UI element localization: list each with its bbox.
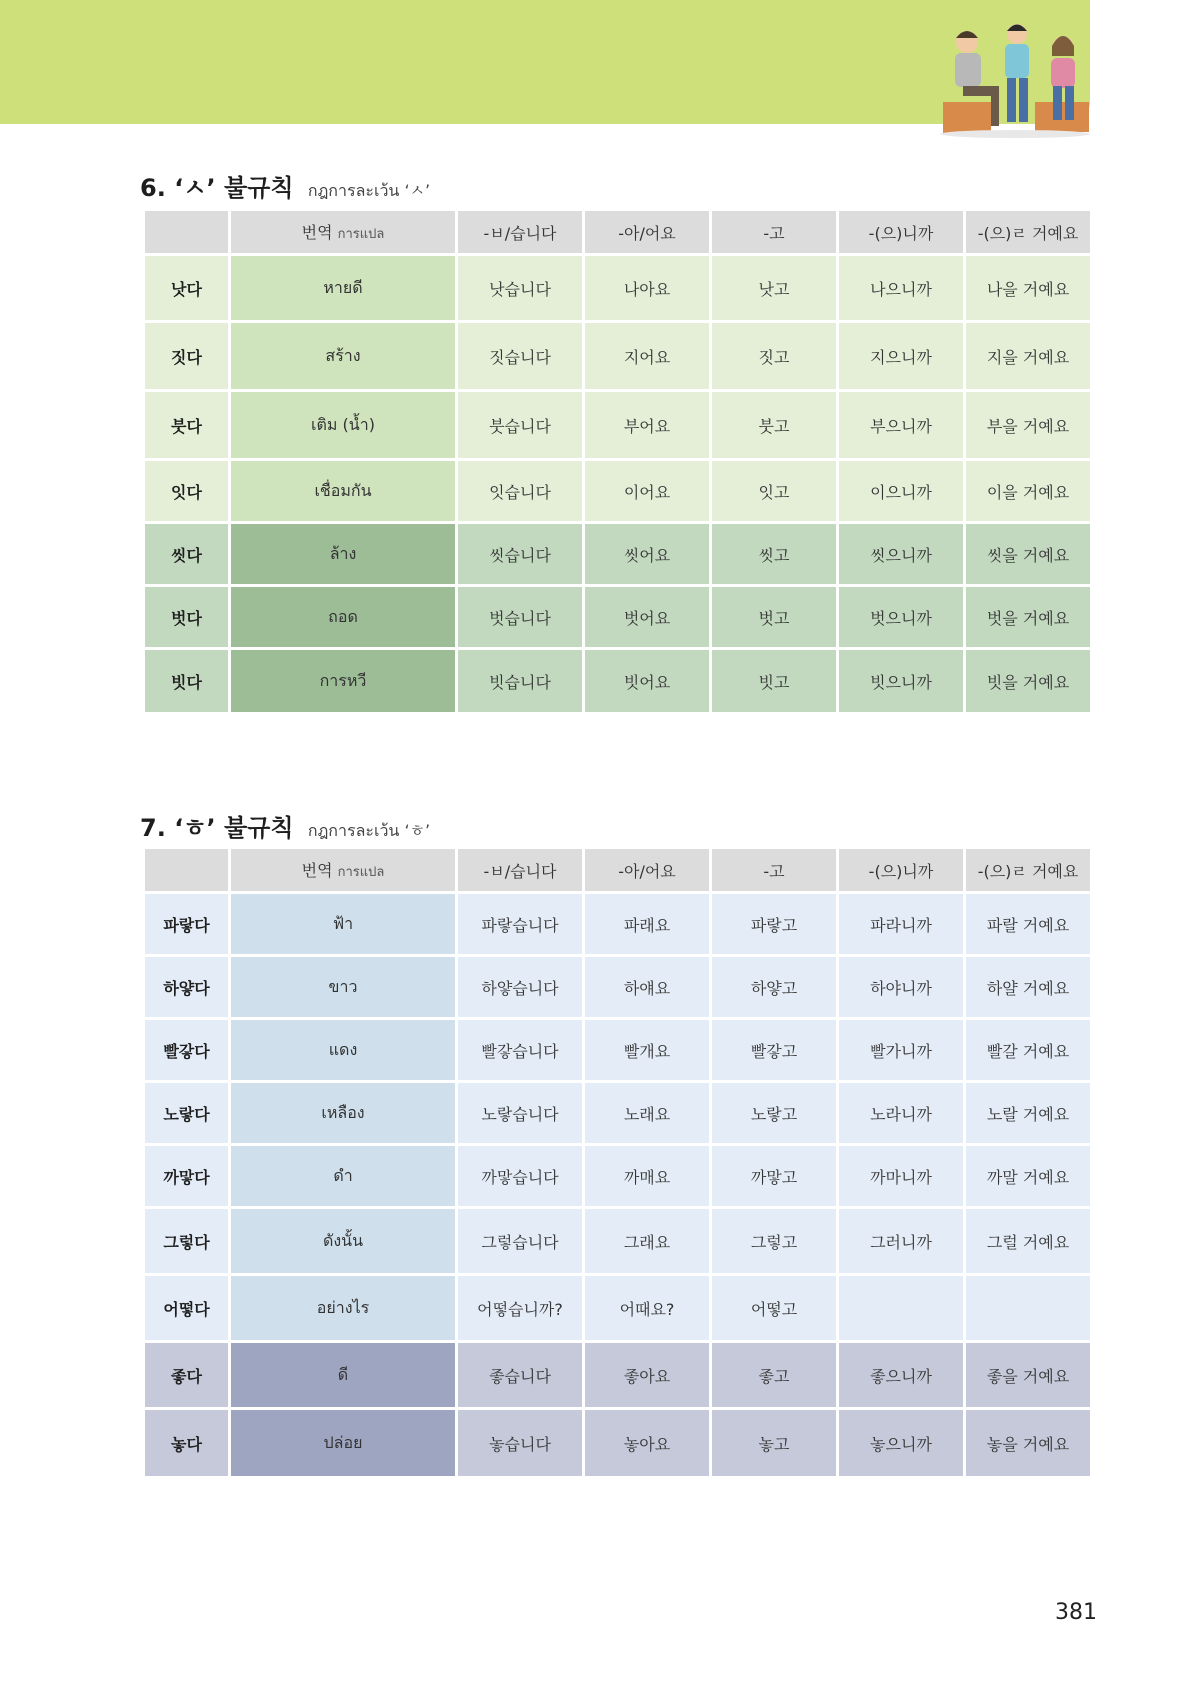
verb-cell: 파랗다 bbox=[145, 894, 228, 954]
verb-cell: 어떻다 bbox=[145, 1276, 228, 1340]
header-polite: -아/어요 bbox=[585, 211, 709, 253]
header-and: -고 bbox=[712, 211, 836, 253]
and-cell: 잇고 bbox=[712, 461, 836, 521]
section-7-subtitle: กฎการละเว้น ‘ㅎ’ bbox=[307, 821, 431, 840]
polite-cell: 놓아요 bbox=[585, 1410, 709, 1476]
table-row bbox=[145, 1020, 1090, 1080]
formal-cell: 그렇습니다 bbox=[458, 1209, 582, 1273]
future-cell: 좋을 거예요 bbox=[966, 1343, 1090, 1407]
table-row bbox=[145, 461, 1090, 521]
header-because: -(으)니까 bbox=[839, 849, 963, 891]
because-cell bbox=[839, 1276, 963, 1340]
formal-cell: 붓습니다 bbox=[458, 392, 582, 458]
future-cell: 그럴 거예요 bbox=[966, 1209, 1090, 1273]
polite-cell: 나아요 bbox=[585, 256, 709, 320]
table-header-row bbox=[145, 849, 1090, 891]
future-cell: 빗을 거예요 bbox=[966, 650, 1090, 712]
header-verb bbox=[145, 211, 228, 253]
formal-cell: 좋습니다 bbox=[458, 1343, 582, 1407]
header-translation-th: การแปล bbox=[337, 227, 385, 242]
verb-cell: 잇다 bbox=[145, 461, 228, 521]
table-header-row bbox=[145, 211, 1090, 253]
formal-cell: 짓습니다 bbox=[458, 323, 582, 389]
translation-cell: ดังนั้น bbox=[231, 1209, 455, 1273]
formal-cell: 하얗습니다 bbox=[458, 957, 582, 1017]
because-cell: 파라니까 bbox=[839, 894, 963, 954]
formal-cell: 까맣습니다 bbox=[458, 1146, 582, 1206]
verb-cell: 놓다 bbox=[145, 1410, 228, 1476]
formal-cell: 노랗습니다 bbox=[458, 1083, 582, 1143]
polite-cell: 벗어요 bbox=[585, 587, 709, 647]
verb-cell: 하얗다 bbox=[145, 957, 228, 1017]
formal-cell: 어떻습니까? bbox=[458, 1276, 582, 1340]
and-cell: 짓고 bbox=[712, 323, 836, 389]
and-cell: 어떻고 bbox=[712, 1276, 836, 1340]
and-cell: 낫고 bbox=[712, 256, 836, 320]
translation-cell: หายดี bbox=[231, 256, 455, 320]
and-cell: 좋고 bbox=[712, 1343, 836, 1407]
table-row bbox=[145, 1410, 1090, 1476]
and-cell: 그렇고 bbox=[712, 1209, 836, 1273]
future-cell: 하얄 거예요 bbox=[966, 957, 1090, 1017]
and-cell: 노랗고 bbox=[712, 1083, 836, 1143]
formal-cell: 벗습니다 bbox=[458, 587, 582, 647]
section-7-heading: ‘ㅎ’ 불규칙 bbox=[174, 814, 294, 842]
section-6-subtitle: กฎการละเว้น ‘ㅅ’ bbox=[307, 181, 431, 200]
formal-cell: 빨갛습니다 bbox=[458, 1020, 582, 1080]
s-irregular-table bbox=[142, 208, 1093, 715]
and-cell: 빗고 bbox=[712, 650, 836, 712]
formal-cell: 씻습니다 bbox=[458, 524, 582, 584]
translation-cell: ล้าง bbox=[231, 524, 455, 584]
because-cell: 노라니까 bbox=[839, 1083, 963, 1143]
polite-cell: 씻어요 bbox=[585, 524, 709, 584]
verb-cell: 빨갛다 bbox=[145, 1020, 228, 1080]
verb-cell: 까맣다 bbox=[145, 1146, 228, 1206]
verb-cell: 좋다 bbox=[145, 1343, 228, 1407]
polite-cell: 노래요 bbox=[585, 1083, 709, 1143]
translation-cell: ขาว bbox=[231, 957, 455, 1017]
table-row bbox=[145, 524, 1090, 584]
because-cell: 좋으니까 bbox=[839, 1343, 963, 1407]
because-cell: 나으니까 bbox=[839, 256, 963, 320]
and-cell: 벗고 bbox=[712, 587, 836, 647]
header-translation-ko: 번역 bbox=[301, 223, 333, 242]
header-band bbox=[0, 0, 1090, 124]
verb-cell: 빗다 bbox=[145, 650, 228, 712]
table-row bbox=[145, 587, 1090, 647]
polite-cell: 지어요 bbox=[585, 323, 709, 389]
section-6-heading: ‘ㅅ’ 불규칙 bbox=[174, 174, 294, 202]
future-cell: 이을 거예요 bbox=[966, 461, 1090, 521]
polite-cell: 좋아요 bbox=[585, 1343, 709, 1407]
because-cell: 벗으니까 bbox=[839, 587, 963, 647]
polite-cell: 하얘요 bbox=[585, 957, 709, 1017]
section-7-number: 7. bbox=[140, 814, 166, 842]
translation-cell: ถอด bbox=[231, 587, 455, 647]
polite-cell: 그래요 bbox=[585, 1209, 709, 1273]
future-cell: 씻을 거예요 bbox=[966, 524, 1090, 584]
translation-cell: อย่างไร bbox=[231, 1276, 455, 1340]
header-formal: -ㅂ/습니다 bbox=[458, 849, 582, 891]
polite-cell: 부어요 bbox=[585, 392, 709, 458]
header-verb bbox=[145, 849, 228, 891]
formal-cell: 낫습니다 bbox=[458, 256, 582, 320]
future-cell: 부을 거예요 bbox=[966, 392, 1090, 458]
because-cell: 까마니까 bbox=[839, 1146, 963, 1206]
table-row bbox=[145, 256, 1090, 320]
table-row bbox=[145, 323, 1090, 389]
header-because: -(으)니까 bbox=[839, 211, 963, 253]
and-cell: 놓고 bbox=[712, 1410, 836, 1476]
section-7-title bbox=[140, 808, 430, 844]
header-future: -(으)ㄹ 거예요 bbox=[966, 211, 1090, 253]
verb-cell: 씻다 bbox=[145, 524, 228, 584]
h-irregular-table bbox=[142, 846, 1093, 1479]
table-row bbox=[145, 1146, 1090, 1206]
translation-cell: แดง bbox=[231, 1020, 455, 1080]
formal-cell: 잇습니다 bbox=[458, 461, 582, 521]
header-polite: -아/어요 bbox=[585, 849, 709, 891]
future-cell: 파랄 거예요 bbox=[966, 894, 1090, 954]
and-cell: 붓고 bbox=[712, 392, 836, 458]
table-row bbox=[145, 894, 1090, 954]
section-6-title bbox=[140, 168, 430, 204]
header-translation-th: การแปล bbox=[337, 865, 385, 880]
translation-cell: เติม (น้ำ) bbox=[231, 392, 455, 458]
formal-cell: 빗습니다 bbox=[458, 650, 582, 712]
future-cell: 노랄 거예요 bbox=[966, 1083, 1090, 1143]
translation-cell: ดำ bbox=[231, 1146, 455, 1206]
verb-cell: 붓다 bbox=[145, 392, 228, 458]
because-cell: 빗으니까 bbox=[839, 650, 963, 712]
verb-cell: 낫다 bbox=[145, 256, 228, 320]
table-row bbox=[145, 392, 1090, 458]
table-row bbox=[145, 650, 1090, 712]
translation-cell: ดี bbox=[231, 1343, 455, 1407]
table-row bbox=[145, 1276, 1090, 1340]
translation-cell: สร้าง bbox=[231, 323, 455, 389]
future-cell bbox=[966, 1276, 1090, 1340]
because-cell: 놓으니까 bbox=[839, 1410, 963, 1476]
page-number: 381 bbox=[1055, 1600, 1097, 1625]
future-cell: 지을 거예요 bbox=[966, 323, 1090, 389]
verb-cell: 벗다 bbox=[145, 587, 228, 647]
table-row bbox=[145, 957, 1090, 1017]
future-cell: 까말 거예요 bbox=[966, 1146, 1090, 1206]
translation-cell: การหวี bbox=[231, 650, 455, 712]
table-row bbox=[145, 1083, 1090, 1143]
translation-cell: ปล่อย bbox=[231, 1410, 455, 1476]
future-cell: 놓을 거예요 bbox=[966, 1410, 1090, 1476]
because-cell: 그러니까 bbox=[839, 1209, 963, 1273]
because-cell: 이으니까 bbox=[839, 461, 963, 521]
polite-cell: 까매요 bbox=[585, 1146, 709, 1206]
section-6-number: 6. bbox=[140, 174, 166, 202]
future-cell: 나을 거예요 bbox=[966, 256, 1090, 320]
polite-cell: 어때요? bbox=[585, 1276, 709, 1340]
future-cell: 벗을 거예요 bbox=[966, 587, 1090, 647]
verb-cell: 그렇다 bbox=[145, 1209, 228, 1273]
because-cell: 부으니까 bbox=[839, 392, 963, 458]
translation-cell: เหลือง bbox=[231, 1083, 455, 1143]
polite-cell: 파래요 bbox=[585, 894, 709, 954]
and-cell: 하얗고 bbox=[712, 957, 836, 1017]
future-cell: 빨갈 거예요 bbox=[966, 1020, 1090, 1080]
translation-cell: เชื่อมกัน bbox=[231, 461, 455, 521]
because-cell: 씻으니까 bbox=[839, 524, 963, 584]
because-cell: 지으니까 bbox=[839, 323, 963, 389]
table-row bbox=[145, 1209, 1090, 1273]
and-cell: 파랗고 bbox=[712, 894, 836, 954]
verb-cell: 노랗다 bbox=[145, 1083, 228, 1143]
header-translation bbox=[231, 211, 455, 253]
translation-cell: ฟ้า bbox=[231, 894, 455, 954]
people-sitting-illustration bbox=[935, 20, 1095, 138]
polite-cell: 빗어요 bbox=[585, 650, 709, 712]
header-future: -(으)ㄹ 거예요 bbox=[966, 849, 1090, 891]
because-cell: 하야니까 bbox=[839, 957, 963, 1017]
header-formal: -ㅂ/습니다 bbox=[458, 211, 582, 253]
header-translation-ko: 번역 bbox=[301, 861, 333, 880]
verb-cell: 짓다 bbox=[145, 323, 228, 389]
formal-cell: 놓습니다 bbox=[458, 1410, 582, 1476]
and-cell: 빨갛고 bbox=[712, 1020, 836, 1080]
and-cell: 까맣고 bbox=[712, 1146, 836, 1206]
and-cell: 씻고 bbox=[712, 524, 836, 584]
header-translation bbox=[231, 849, 455, 891]
table-row bbox=[145, 1343, 1090, 1407]
formal-cell: 파랗습니다 bbox=[458, 894, 582, 954]
because-cell: 빨가니까 bbox=[839, 1020, 963, 1080]
polite-cell: 이어요 bbox=[585, 461, 709, 521]
header-and: -고 bbox=[712, 849, 836, 891]
polite-cell: 빨개요 bbox=[585, 1020, 709, 1080]
